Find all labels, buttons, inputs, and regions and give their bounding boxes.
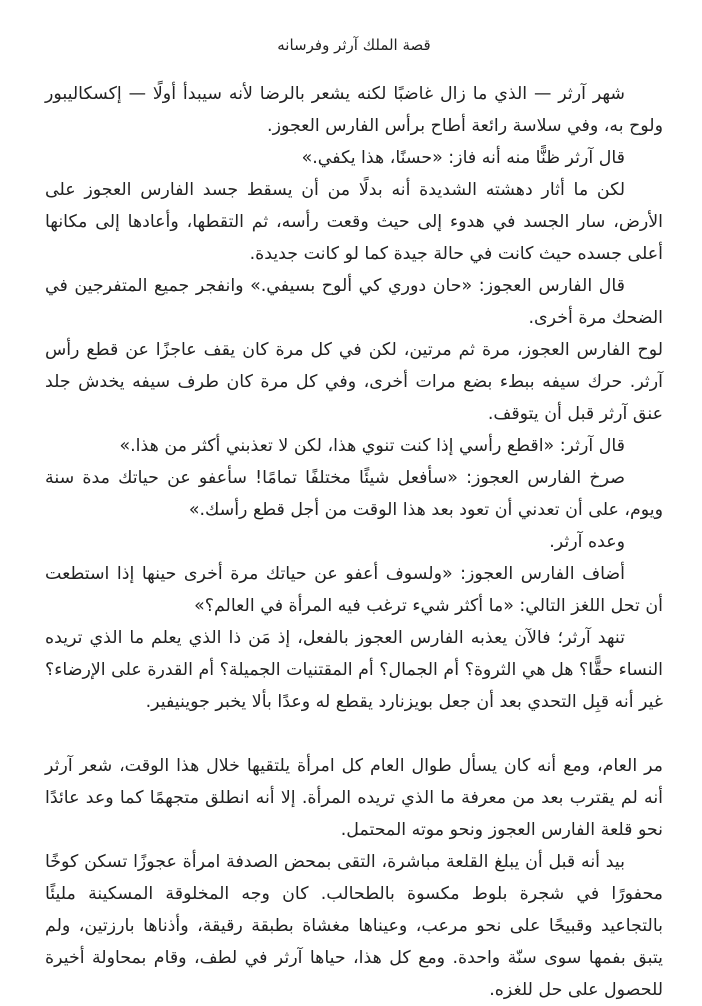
paragraph: صرخ الفارس العجوز: «سأفعل شيئًا مختلفًا تمامًا! سأعفو عن حياتك مدة سنة ويوم، على أن تعدني أن تعود بعد هذا الوقت من أجل قطع رأسك.» <box>45 468 663 520</box>
paragraph: مر العام، ومع أنه كان يسأل طوال العام كل امرأة يلتقيها خلال هذا الوقت، شعر آرثر أنه لم يقترب بعد من معرفة ما الذي تريده المرأة. إلا أنه انطلق متجهمًا كما وعد عائدًا نحو قلعة الفارس العجوز ونحو موته المحتمل. <box>45 756 663 840</box>
paragraph: شهر آرثر — الذي ما زال غاضبًا لكنه يشعر بالرضا لأنه سيبدأ أولًا — إكسكاليبور ولوح به، وفي سلاسة رائعة أطاح برأس الفارس العجوز. <box>45 84 663 136</box>
paragraph: وعده آرثر. <box>549 532 625 552</box>
paragraph: لكن ما أثار دهشته الشديدة أنه بدلًا من أن يسقط جسد الفارس العجوز على الأرض، سار الجسد في هدوء إلى حيث وقعت رأسه، ثم التقطها، وأعادها إلى مكانها أعلى جسده حيث كانت في حالة جيدة كما لو كانت جديدة. <box>45 180 663 264</box>
paragraph: قال آرثر: «اقطع رأسي إذا كنت تنوي هذا، لكن لا تعذبني أكثر من هذا.» <box>119 436 625 456</box>
paragraph: لوح الفارس العجوز، مرة ثم مرتين، لكن في كل مرة كان يقف عاجزًا عن قطع رأس آرثر. حرك سيفه ببطء بضع مرات أخرى، وفي كل مرة كان طرف سيفه يخدش جلد عنق آرثر قبل أن يتوقف. <box>45 340 663 424</box>
paragraph: أضاف الفارس العجوز: «ولسوف أعفو عن حياتك مرة أخرى حينها إذا استطعت أن تحل اللغز التالي: «ما أكثر شيء ترغب فيه المرأة في العالم؟» <box>45 564 663 616</box>
paragraph: بيد أنه قبل أن يبلغ القلعة مباشرة، التقى بمحض الصدفة امرأة عجوزًا تسكن كوخًا محفورًا في شجرة بلوط مكسوة بالطحالب. كان وجه المخلوقة المسكينة مليئًا بالتجاعيد وقبيحًا على نحو مرعب، وعيناها مغشاة بطبقة رقيقة، وأذناها بارزتين، ولم يتبق بفمها سوى سنّة واحدة. ومع كل هذا، حياها آرثر في لطف، وقام بمحاولة أخيرة للحصول على حل للغزه. <box>45 852 663 1000</box>
body-text <box>45 78 663 1006</box>
paragraph: تنهد آرثر؛ فالآن يعذبه الفارس العجوز بالفعل، إذ مَن ذا الذي يعلم ما الذي تريده النساء حقًّا؟ هل هي الثروة؟ أم الجمال؟ أم المقتنيات الجميلة؟ أم القدرة على الإرضاء؟ غير أنه قبِل التحدي بعد أن جعل بويزنارد يقطع له وعدًا بألا يخبر جوينيفير. <box>45 628 663 712</box>
running-header-title: قصة الملك آرثر وفرسانه <box>277 36 431 54</box>
paragraph: قال الفارس العجوز: «حان دوري كي ألوح بسيفي.» وانفجر جميع المتفرجين في الضحك مرة أخرى. <box>45 276 663 328</box>
section-break <box>45 718 663 750</box>
paragraph: قال آرثر ظنًّا منه أنه فاز: «حسنًا، هذا يكفي.» <box>301 148 625 168</box>
